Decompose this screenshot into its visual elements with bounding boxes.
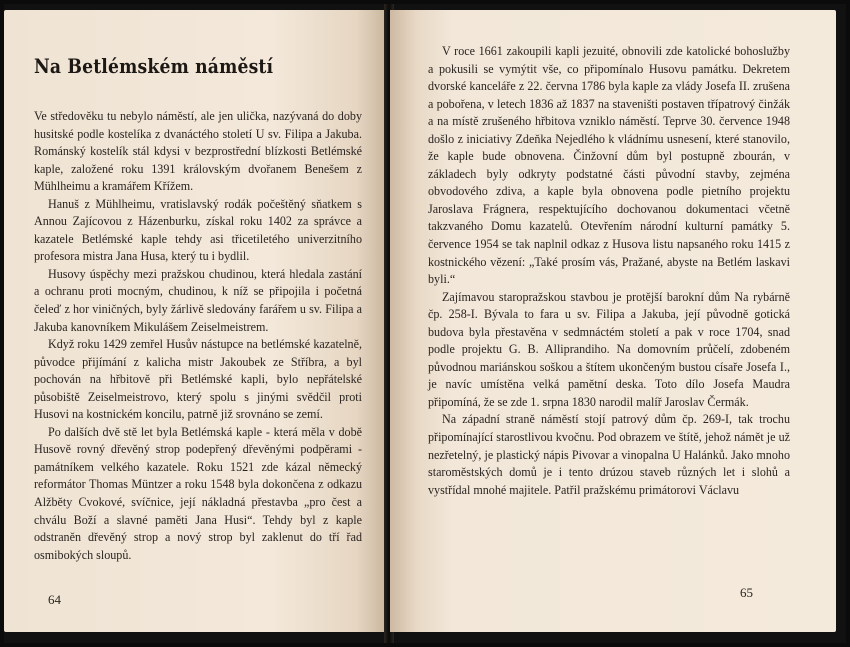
page-number-right: 65 bbox=[740, 585, 753, 600]
chapter-heading: Na Betlémském náměstí bbox=[34, 54, 274, 78]
paragraph: Husovy úspěchy mezi pražskou chudinou, která hledala zastání a ochranu proti mocným, chudinou, k níž se připojila i početná čeleď z hor viničných, byly žárlivě sledovány farářem u sv. Filipa a Jakuba kanovníkem Mikulášem Zeiselmeistrem. bbox=[34, 266, 362, 334]
page-number-left: 64 bbox=[48, 592, 61, 607]
right-page bbox=[390, 10, 836, 632]
paragraph: Po dalších dvě stě let byla Betlémská kaple - která měla v době Husově rovný dřevěný strop podepřený dřevěnými podpěrami - památníkem velkého kazatele. Roku 1521 zde kázal německý reformátor Thomas Müntzer a roku 1548 byla dokončena z odkazu Alžběty Cvokové, svíčnice, její nákladná přestavba „pro čest a chválu Boží a slavné paměti Jana Husi“. Tehdy byl z kaple odstraněn dřevěný strop a nový strop byl zaklenut do tří řad osmibokých sloupů. bbox=[34, 424, 362, 562]
left-page bbox=[4, 10, 387, 632]
paragraph: Na západní straně náměstí stojí patrový dům čp. 269-I, tak trochu připomínající starostlivou kvočnu. Pod obrazem ve štítě, jehož námět je už nezřetelný, je plastický nápis Pivovar a vinopalna U Halánků. Jako mnoho staroměstských domů je i tento drúzou staveb různých let i slohů a vystřídal mnohé majitele. Patřil pražskému primátorovi Václavu bbox=[428, 412, 790, 497]
paragraph: Ve středověku tu nebylo náměstí, ale jen ulička, nazývaná do doby husitské podle kostelíka z dvanáctého století U sv. Filipa a Jakuba. Románský kostelík stál kdysi v bezprostřední blízkosti Betlémské kaple, založené roku 1391 královským dvořanem Benešem z Mühlheimu a kramářem Křížem. bbox=[34, 109, 362, 194]
open-book bbox=[4, 4, 846, 643]
paragraph: V roce 1661 zakoupili kapli jezuité, obnovili zde katolické bohoslužby a pokusili se vymýtit vše, co připomínalo Husovu památku. Dekretem dvorské kanceláře z 22. června 1786 byla kaple za vlády Josefa II. zrušena a pobořena, v letech 1836 až 1837 na staveništi postaven třípatrový činžák a na místě zrušeného hřbitova vzniklo náměstí. Teprve 30. července 1948 došlo z iniciativy Zdeňka Nejedlého k vládnímu usnesení, které stanovilo, že kaple bude obnovena. Činžovní dům byl postupně zbourán, v základech byly odkryty podstatné části původní stavby, zejména obvodového zdiva, a kaple byla obnovena podle pietního projektu Jaroslava Frágnera, respektujícího dochovanou dokumentaci včetně takzvaného Domu kazatelů. Otevřením národní kulturní památky 5. července 1954 se tak naplnil odkaz z Husova listu napsaného roku 1415 z kostnického vězení: „Také prosím vás, Pražané, abyste na Betlém laskavi byli.“ bbox=[428, 44, 790, 287]
paragraph: Zajímavou staropražskou stavbou je protější barokní dům Na rybárně čp. 258-I. Bývala to fara u sv. Filipa a Jakuba, její původně gotická budova byla přestavěna v sedmnáctém století a pak v roce 1704, snad podle projektu G. B. Alliprandiho. Na domovním průčelí, zdobeném původnou mariánskou soškou a štítem ukončeným bustou císaře Josefa I., je navíc umístěna velká pamětní deska. Toto dílo Josefa Maudra připomíná, že se zde 1. srpna 1830 narodil malíř Jaroslav Čermák. bbox=[428, 289, 790, 409]
left-page-text bbox=[34, 108, 362, 564]
right-page-text bbox=[428, 43, 790, 499]
paragraph: Když roku 1429 zemřel Husův nástupce na betlémské kazatelně, původce přijímání z kalicha mistr Jakoubek ze Stříbra, a byl pochován na hřbitově při Betlémské kapli, bylo nepřátelské působiště Zeiselmeistrovo, který spolu s jinými svědčil proti Husovi na kostnickém koncilu, patrně již srovnáno se zemí. bbox=[34, 337, 362, 422]
paragraph: Hanuš z Mühlheimu, vratislavský rodák počeštěný sňatkem s Annou Zajícovou z Házenburku, získal roku 1402 za správce a kazatele Betlémské kaple tehdy asi třicetiletého univerzitního profesora mistra Jana Husa, který tu i bydlil. bbox=[34, 196, 362, 264]
